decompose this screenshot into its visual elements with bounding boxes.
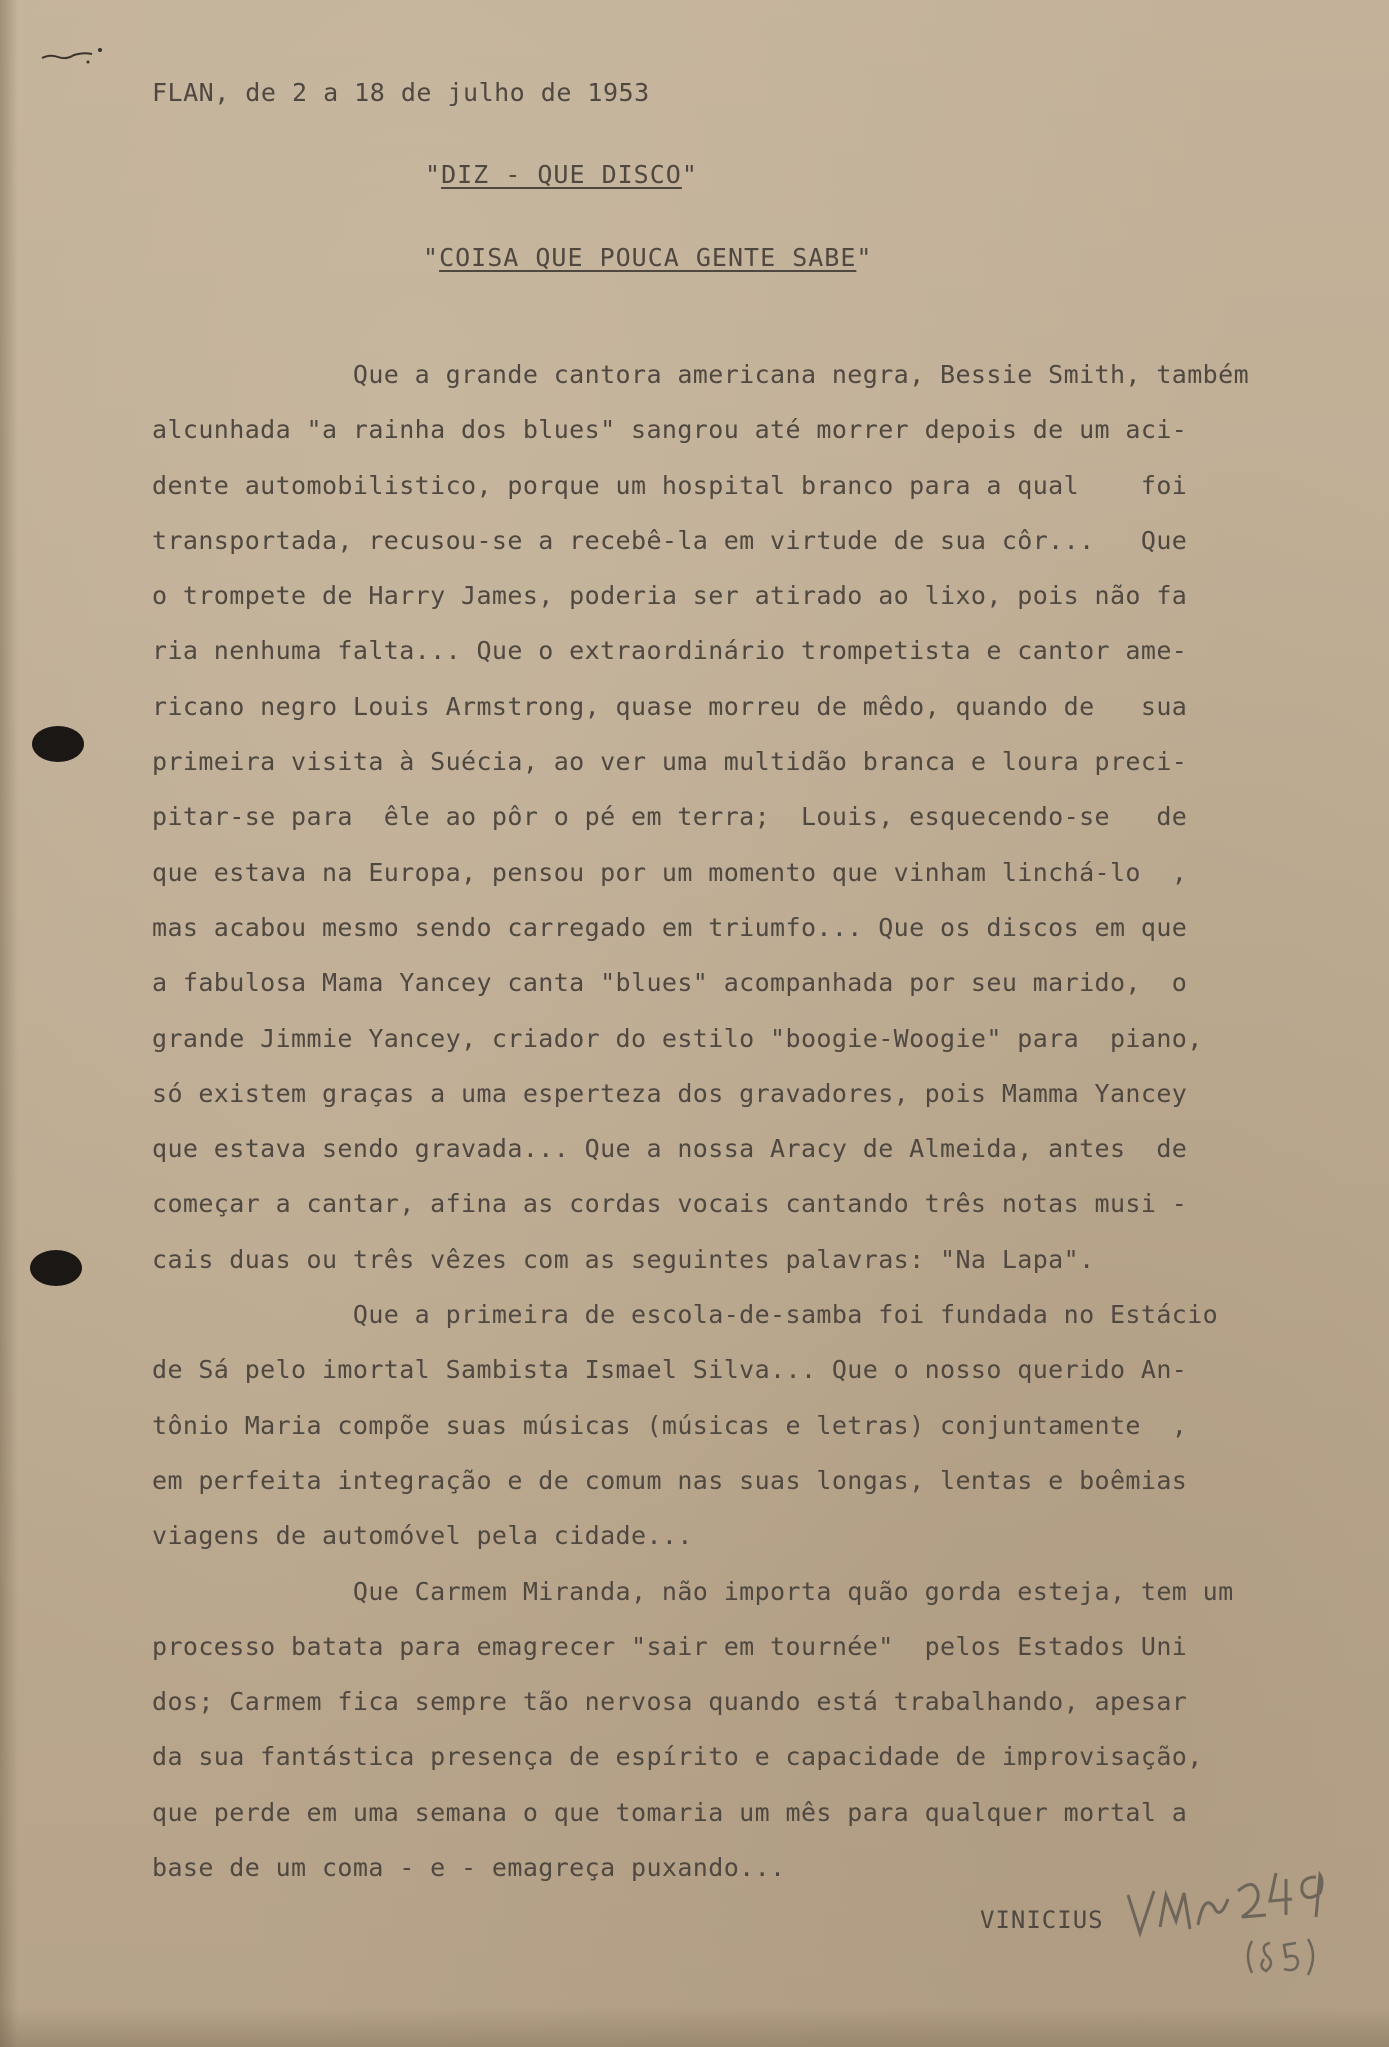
text-line: Que a primeira de escola-de-samba foi fundada no Estácio [152,1300,1219,1330]
text-line: processo batata para emagrecer "sair em tournée" pelos Estados Uni [152,1631,1188,1661]
text-line: que estava sendo gravada... Que a nossa Aracy de Almeida, antes de [152,1134,1188,1164]
text-line: o trompete de Harry James, poderia ser atirado ao lixo, pois não fa [152,581,1188,611]
title2-text: COISA QUE POUCA GENTE SABE [439,243,857,272]
title1-text: DIZ - QUE DISCO [441,160,682,189]
text-line: Que Carmem Miranda, não importa quão gorda esteja, tem um [152,1576,1234,1606]
text-line: em perfeita integração e de comum nas suas longas, lentas e boêmias [152,1465,1188,1495]
text-line: grande Jimmie Yancey, criador do estilo "boogie-Woogie" para piano, [152,1023,1203,1053]
handwritten-archive-marks [1120,1855,1340,1985]
text-line: dente automobilistico, porque um hospital branco para a qual foi [152,470,1188,500]
signature: VINICIUS [980,1906,1104,1934]
text-line: começar a cantar, afina as cordas vocais cantando três notas musi - [152,1189,1188,1219]
text-line: Que a grande cantora americana negra, Bessie Smith, também [152,360,1250,389]
text-line: mas acabou mesmo sendo carregado em triumfo... Que os discos em que [152,912,1188,942]
article-body [152,347,1302,1895]
text-line: pitar-se para êle ao pôr o pé em terra; Louis, esquecendo-se de [152,802,1188,832]
text-line: viagens de automóvel pela cidade... [152,1521,693,1551]
text-line: que perde em uma semana o que tomaria um mês para qualquer mortal a [152,1797,1188,1827]
text-line: base de um coma - e - emagreça puxando... [152,1853,786,1883]
text-line: alcunhada "a rainha dos blues" sangrou até morrer depois de um aci- [152,415,1188,445]
text-line: só existem graças a uma esperteza dos gravadores, pois Mamma Yancey [152,1078,1188,1108]
dateline: FLAN, de 2 a 18 de julho de 1953 [152,78,650,107]
punch-hole-top [32,726,84,762]
title-diz-que-disco: "DIZ - QUE DISCO" [425,160,698,189]
ink-smudge [40,40,110,70]
text-line: de Sá pelo imortal Sambista Ismael Silva... Que o nosso querido An- [152,1355,1188,1385]
text-line: dos; Carmem fica sempre tão nervosa quando está trabalhando, apesar [152,1687,1188,1717]
paper-edge-shadow [0,0,18,2047]
text-line: ricano negro Louis Armstrong, quase morreu de mêdo, quando de sua [152,691,1188,721]
text-line: que estava na Europa, pensou por um momento que vinham linchá-lo , [152,857,1188,887]
text-line: ria nenhuma falta... Que o extraordinário trompetista e cantor ame- [152,636,1188,666]
text-line: cais duas ou três vêzes com as seguintes palavras: "Na Lapa". [152,1244,1095,1274]
text-line: tônio Maria compõe suas músicas (músicas e letras) conjuntamente , [152,1410,1188,1440]
text-line: a fabulosa Mama Yancey canta "blues" acompanhada por seu marido, o [152,968,1188,998]
text-line: primeira visita à Suécia, ao ver uma multidão branca e loura preci- [152,747,1188,777]
title-coisa-que-pouca-gente-sabe: "COISA QUE POUCA GENTE SABE" [423,243,873,272]
paper-bottom-shadow [0,2007,1389,2047]
punch-hole-bottom [30,1250,82,1286]
text-line: transportada, recusou-se a recebê-la em virtude de sua côr... Que [152,525,1188,555]
text-line: da sua fantástica presença de espírito e capacidade de improvisação, [152,1742,1203,1772]
